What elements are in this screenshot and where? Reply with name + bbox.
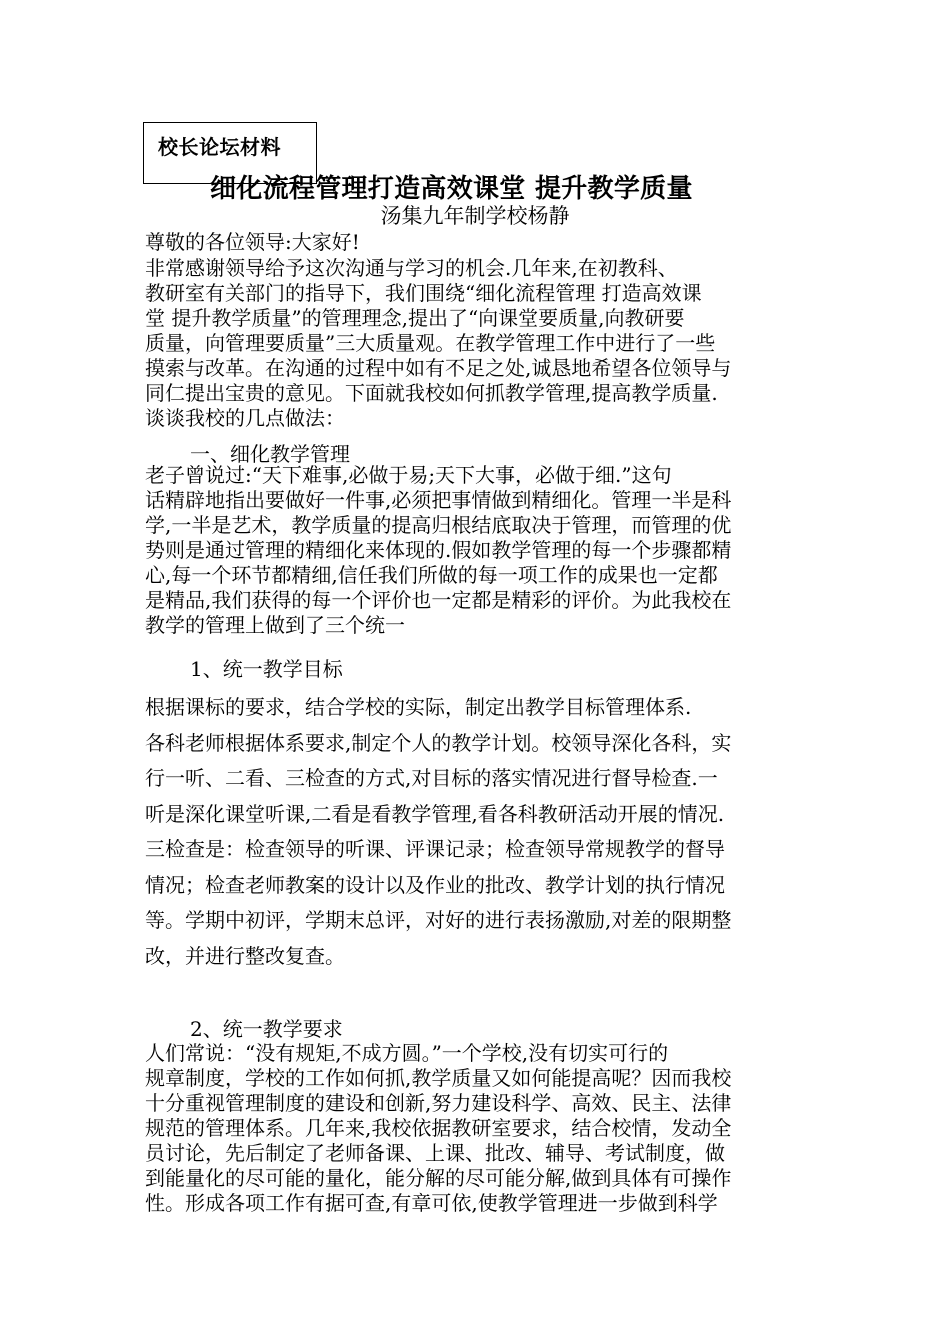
intro-line: 摸索与改革。在沟通的过程中如有不足之处,诚恳地希望各位领导与 [145,356,732,380]
item2-line: 性。形成各项工作有据可查,有章可依,使教学管理进一步做到科学 [145,1191,718,1215]
document-title: 细化流程管理打造高效课堂 提升教学质量 [210,174,693,204]
item1-line: 行一听、二看、三检查的方式,对目标的落实情况进行督导检查.一 [145,766,718,790]
section1-line: 心,每一个环节都精细,信任我们所做的每一项工作的成果也一定都 [145,563,718,587]
intro-line: 同仁提出宝贵的意见。下面就我校如何抓教学管理,提高教学质量. [145,381,718,405]
intro-line: 教研室有关部门的指导下，我们围绕“细化流程管理 打造高效课 [145,281,702,305]
item1-line: 改，并进行整改复查。 [145,943,345,968]
section1-line: 老子曾说过:“天下难事,必做于易;天下大事，必做于细.”这句 [145,463,672,487]
item1-line: 根据课标的要求，结合学校的实际，制定出教学目标管理体系. [145,695,692,719]
intro-paragraph [145,256,815,431]
item2-line: 规范的管理体系。几年来,我校依据教研室要求，结合校情，发动全 [145,1116,732,1140]
section1-paragraph [145,463,815,638]
item2-line: 到能量化的尽可能的量化，能分解的尽可能分解,做到具体有可操作 [145,1166,732,1190]
item1-line: 各科老师根据体系要求,制定个人的教学计划。校领导深化各科，实 [145,730,732,755]
intro-line: 非常感谢领导给予这次沟通与学习的机会.几年来,在初教科、 [145,256,678,280]
item2-heading: 2、统一教学要求 [190,1017,343,1041]
item2-line: 规章制度，学校的工作如何抓,教学质量又如何能提高呢？因而我校 [145,1066,732,1090]
greeting [145,230,815,255]
section1-line: 势则是通过管理的精细化来体现的.假如教学管理的每一个步骤都精 [145,538,732,562]
forum-label: 校长论坛材料 [158,135,281,159]
item1-line: 等。学期中初评，学期末总评，对好的进行表扬激励,对差的限期整 [145,908,732,932]
document-author: 汤集九年制学校杨静 [380,204,570,228]
intro-line: 质量，向管理要质量”三大质量观。在教学管理工作中进行了一些 [145,331,716,355]
greeting-line: 尊敬的各位领导:大家好! [145,230,360,254]
section1-heading: 一、细化教学管理 [190,442,350,466]
item1-line: 情况；检查老师教案的设计以及作业的批改、教学计划的执行情况 [145,872,725,897]
intro-line: 堂 提升教学质量”的管理理念,提出了“向课堂要质量,向教研要 [145,306,685,330]
item1-line: 三检查是：检查领导的听课、评课记录；检查领导常规教学的督导 [145,837,725,861]
item1-paragraph [145,690,815,974]
item2-line: 十分重视管理制度的建设和创新,努力建设科学、高效、民主、法律 [145,1091,732,1115]
intro-line: 谈谈我校的几点做法： [145,406,345,430]
item2-paragraph [145,1041,815,1216]
section1-line: 学,一半是艺术，教学质量的提高归根结底取决于管理，而管理的优 [145,513,732,537]
section1-line: 教学的管理上做到了三个统一 [145,613,405,637]
item2-line: 人们常说：“没有规矩,不成方圆。”一个学校,没有切实可行的 [145,1041,669,1065]
section1-line: 是精品,我们获得的每一个评价也一定都是精彩的评价。为此我校在 [145,588,732,612]
section1-line: 话精辟地指出要做好一件事,必须把事情做到精细化。管理一半是科 [145,488,732,512]
item2-line: 员讨论，先后制定了老师备课、上课、批改、辅导、考试制度，做 [145,1141,725,1165]
item1-line: 听是深化课堂听课,二看是看教学管理,看各科教研活动开展的情况. [145,801,725,826]
item1-heading: 1、统一教学目标 [190,657,343,681]
